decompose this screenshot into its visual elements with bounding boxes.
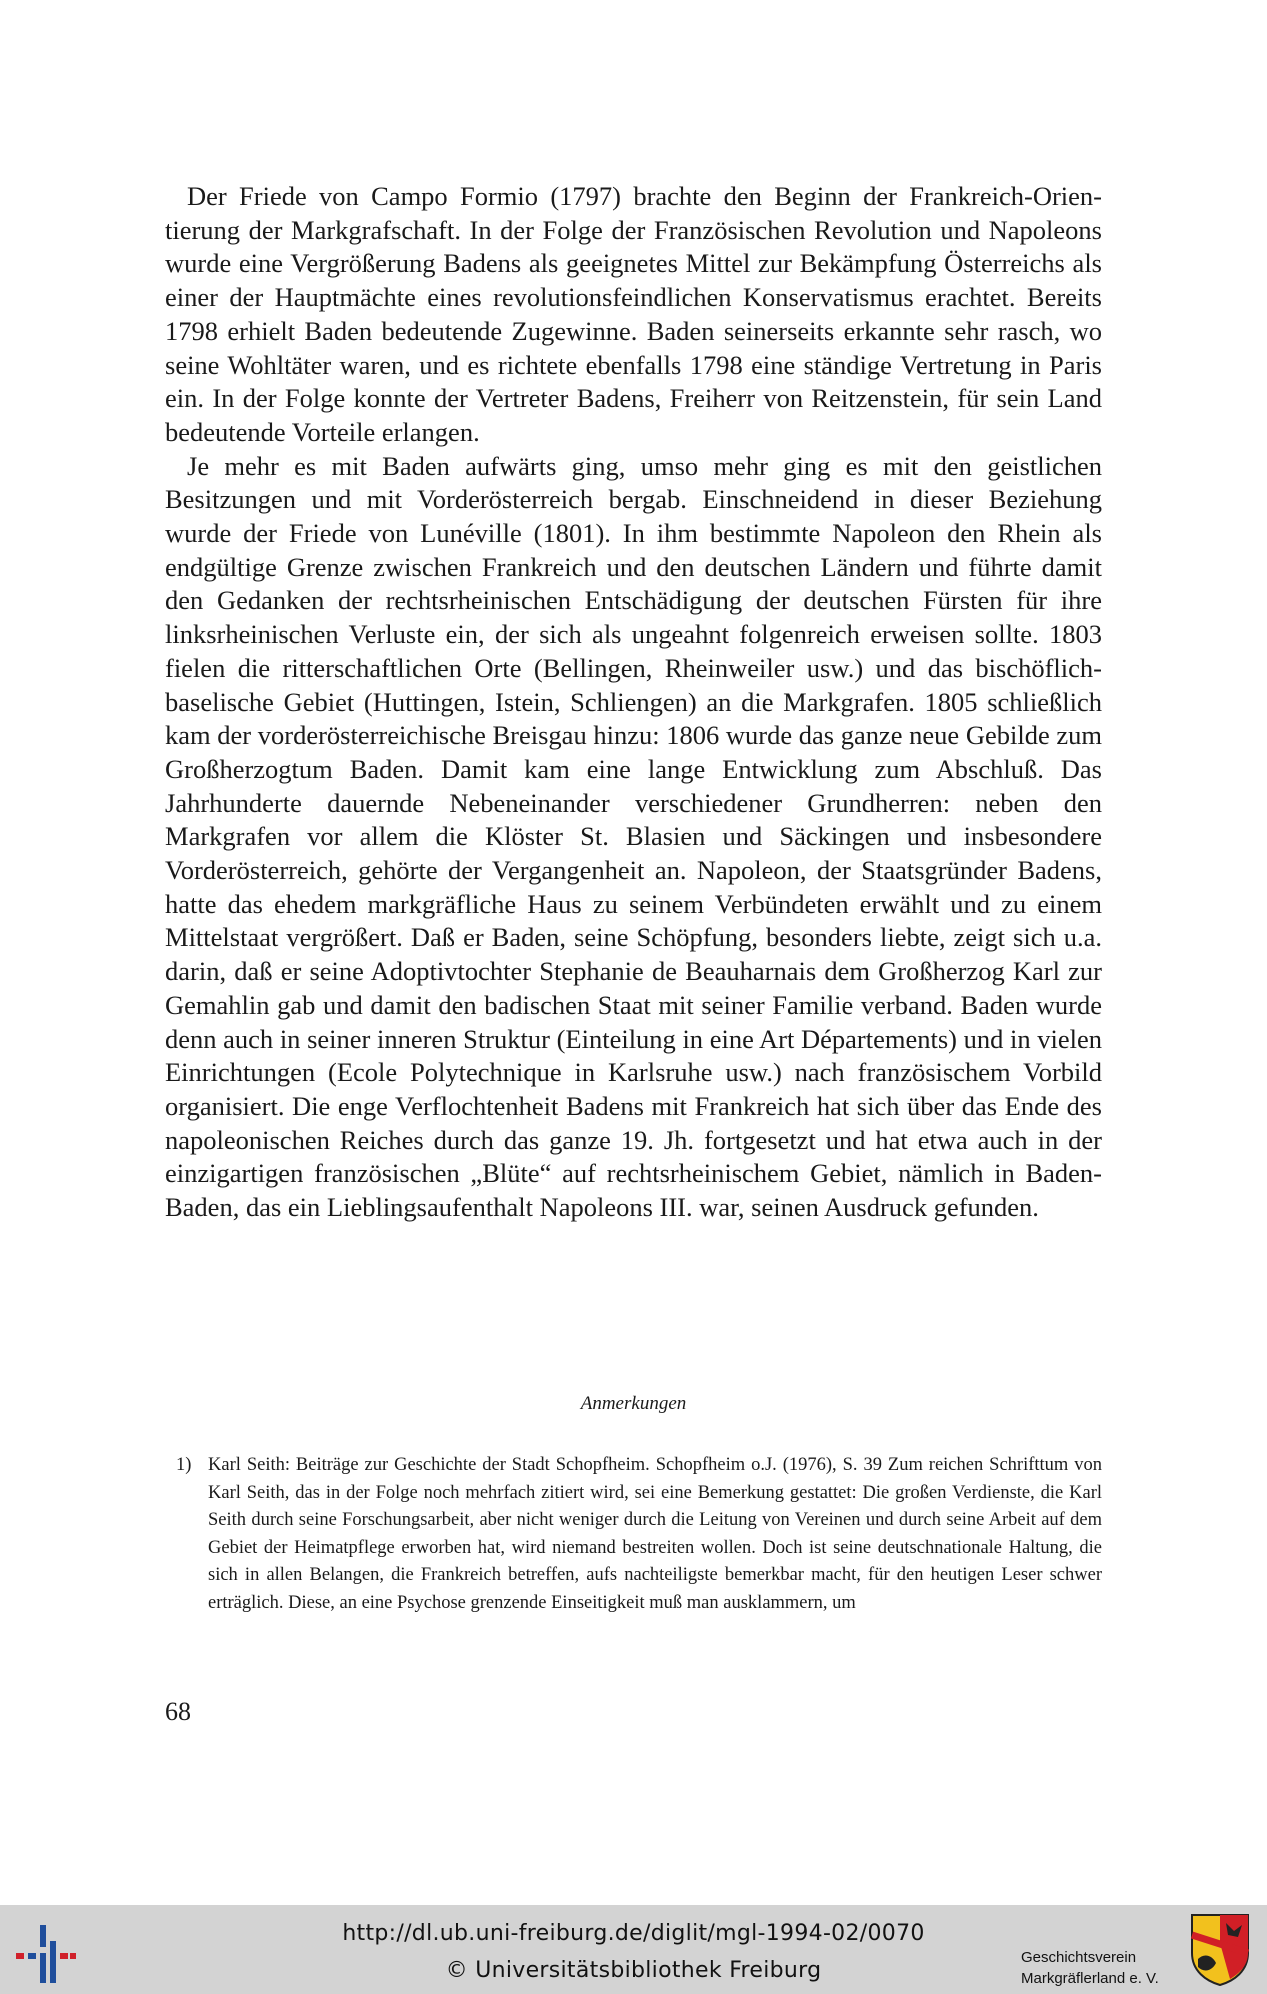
body-text (165, 180, 1102, 1225)
paragraph: Je mehr es mit Baden aufwärts ging, umso mehr ging es mit den geistlichen Besitzungen und mit Vorderösterreich bergab. Einschneidend in dieser Beziehung wurde der Friede von Lunéville (1801). In ihm bestimmte Napoleon den Rhein als endgültige Grenze zwischen Frankreich und den deutschen Ländern und führte damit den Gedanken der rechtsrheinischen Entschädigung der deutschen Fürsten für ihre linksrheinischen Verluste ein, der sich als ungeahnt folgenreich erweisen sollte. 1803 fielen die ritterschaftlichen Orte (Bellingen, Rheinweiler usw.) und das bischöflich-baselische Gebiet (Huttingen, Istein, Schliengen) an die Markgrafen. 1805 schließlich kam der vorderösterreichische Breisgau hinzu: 1806 wurde das ganze neue Gebilde zum Großherzogtum Baden. Damit kam eine lange Entwicklung zum Abschluß. Das Jahrhunderte dauernde Nebeneinander verschiedener Grundherren: neben den Markgrafen vor allem die Klöster St. Blasien und Säckingen und insbesondere Vorderösterreich, gehörte der Vergangenheit an. Napoleon, der Staatsgründer Badens, hatte das ehedem markgräfliche Haus zu seinem Verbündeten erwählt und zu einem Mittelstaat vergrößert. Daß er Baden, seine Schöpfung, besonders liebte, zeigt sich u.a. darin, daß er seine Adoptivtochter Stephanie de Beauharnais dem Großherzog Karl zur Gemahlin gab und damit den badischen Staat mit seiner Familie verband. Baden wurde denn auch in seiner inneren Struktur (Einteilung in eine Art Départements) und in vielen Einrichtungen (Ecole Polytechnique in Karlsruhe usw.) nach französischem Vorbild organisiert. Die enge Verflochtenheit Badens mit Frankreich hat sich über das Ende des napoleonischen Reiches durch das ganze 19. Jh. fortgesetzt und hat etwa auch in der einzigartigen französischen „Blüte“ auf rechtsrheinischem Gebiet, nämlich in Baden-Baden, das ein Lieblingsaufenthalt Napoleons III. war, seinen Ausdruck gefunden. (165, 450, 1102, 1223)
footnote (176, 1452, 1102, 1617)
society-line-2: Markgräflerland e. V. (1021, 1970, 1159, 1987)
source-url-link[interactable]: http://dl.ub.uni-freiburg.de/diglit/mgl-1994-02/0070 (342, 1921, 925, 1946)
footnote-text: Karl Seith: Beiträge zur Geschichte der Stadt Schopfheim. Schopfheim o.J. (1976), S. 39 Zum reichen Schrifttum von Karl Seith, das in der Folge noch mehrfach zitiert wird, sei eine Bemerkung gestattet: Die großen Verdienste, die Karl Seith durch seine Forschungsarbeit, aber nicht weniger durch die Leitung von Vereinen und durch seine Arbeit auf dem Gebiet der Heimatpflege erworben hat, wird niemand bestreiten wollen. Doch ist seine deutschnationale Haltung, die sich in allen Belangen, die Frankreich betreffen, aufs nachteiligste bemerkbar macht, für den heutigen Leser schwer erträglich. Diese, an eine Psychose grenzende Einseitigkeit muß man ausklammern, um (208, 1455, 1102, 1613)
page-number: 68 (165, 1697, 191, 1726)
coat-of-arms-icon[interactable] (1190, 1913, 1250, 1987)
footnote-number: 1) (176, 1455, 192, 1475)
society-name (1021, 1947, 1159, 1989)
copyright-text: © Universitätsbibliothek Freiburg (445, 1958, 822, 1983)
paragraph: Der Friede von Campo Formio (1797) brachte den Beginn der Frankreich-Orientierung der Markgrafschaft. In der Folge der Französischen Revolution und Napoleons wurde eine Vergrößerung Badens als geeignetes Mittel zur Bekämpfung Österreichs als einer der Hauptmächte eines revolutionsfeindlichen Konservatismus erachtet. Bereits 1798 erhielt Baden bedeutende Zugewinne. Baden seinerseits erkannte sehr rasch, wo seine Wohltäter waren, und es richtete ebenfalls 1798 eine ständige Vertretung in Paris ein. In der Folge konnte der Vertreter Badens, Freiherr von Reitzenstein, für sein Land bedeutende Vorteile erlangen. (165, 181, 1102, 447)
notes-heading: Anmerkungen (580, 1393, 687, 1414)
society-line-1: Geschichtsverein (1021, 1949, 1137, 1966)
footer-bar (0, 1905, 1267, 1994)
